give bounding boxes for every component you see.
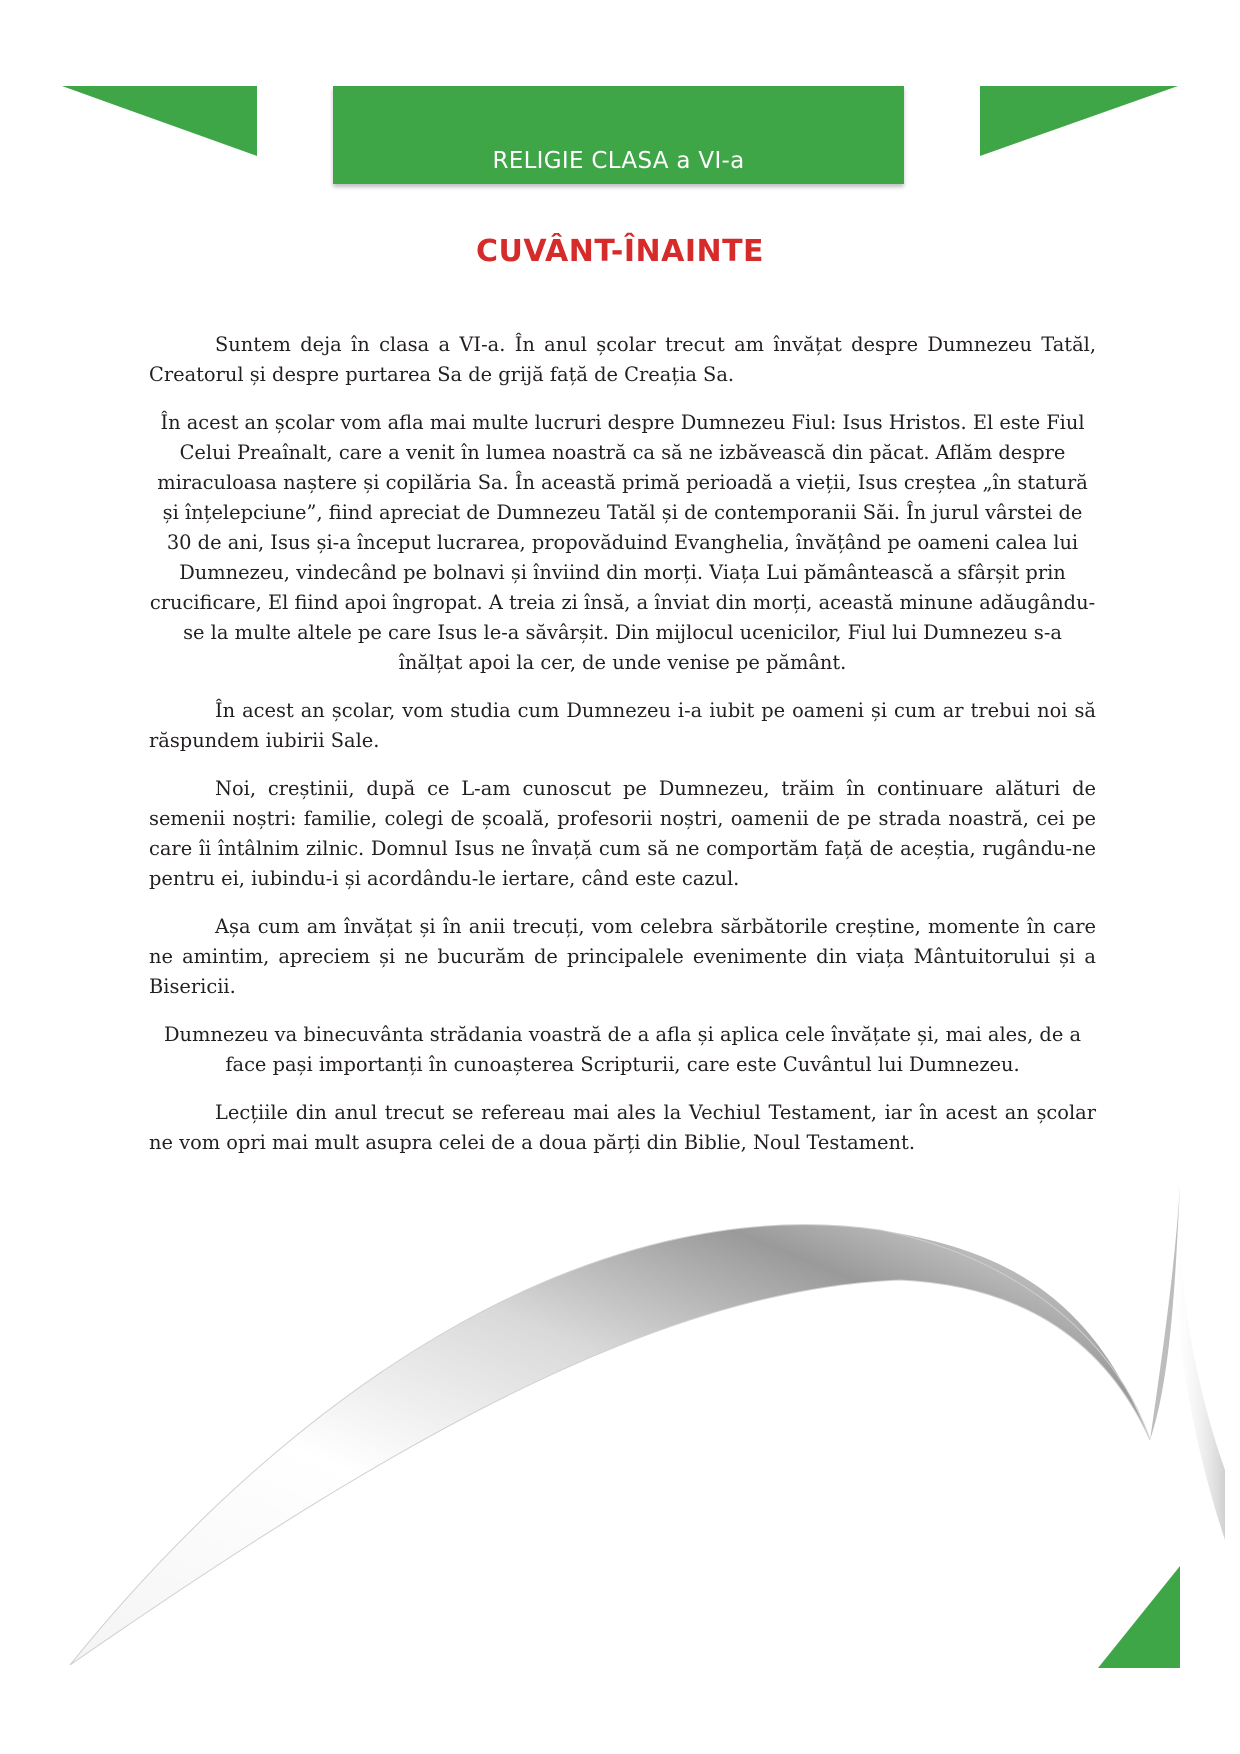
page-number: 9	[1123, 1596, 1137, 1620]
paragraph-5: Așa cum am învățat și în anii trecuți, vom celebra sărbătorile creștine, momente în care ne amintim, apreciem și ne bucurăm de principalele evenimente din viața Mântuitorului și a Bisericii.	[149, 915, 1096, 998]
paragraph-1: Suntem deja în clasa a VI-a. În anul școlar trecut am învățat despre Dumnezeu Tatăl, Creatorul și despre purtarea Sa de grijă față de Creația Sa.	[149, 333, 1096, 386]
paragraph-3: În acest an școlar, vom studia cum Dumnezeu i-a iubit pe oameni și cum ar trebui noi să răspundem iubirii Sale.	[149, 699, 1096, 752]
paragraph-2: În acest an școlar vom afla mai multe lucruri despre Dumnezeu Fiul: Isus Hristos. El este Fiul Celui Preaînalt, care a venit în lumea noastră ca să ne izbăvească din păcat. Aflăm despre miraculoasa naștere și copilăria Sa. În această primă perioadă a vieții, Isus creștea „în statură și înțelepciune”, fiind apreciat de Dumnezeu Tatăl și de contemporanii Săi. În jurul vârstei de 30 de ani, Isus și-a început lucrarea, propovăduind Evanghelia, învățând pe oameni calea lui Dumnezeu, vindecând pe bolnavi și înviind din morți. Viața Lui pământească a sfârșit prin crucificare, El fiind apoi îngropat. A treia zi însă, a înviat din morți, această minune adăugându-se la multe altele pe care Isus le-a săvârșit. Din mijlocul ucenicilor, Fiul lui Dumnezeu s-a înălțat apoi la cer, de unde venise pe pământ.	[149, 411, 1096, 674]
header-title: RELIGIE CLASA a VI-a	[492, 148, 745, 174]
paragraph-4: Noi, creștinii, după ce L-am cunoscut pe Dumnezeu, trăim în continuare alături de semenii noștri: familie, colegi de școală, profesorii noștri, oamenii de pe strada noastră, cei pe care îi întâlnim zilnic. Domnul Isus ne învață cum să ne comportăm față de aceștia, rugându-ne pentru ei, iubindu-i și acordându-le iertare, când este cazul.	[149, 777, 1096, 890]
page-title: CUVÂNT-ÎNAINTE	[475, 234, 765, 269]
paragraph-7: Lecțiile din anul trecut se refereau mai ales la Vechiul Testament, iar în acest an școlar ne vom opri mai mult asupra celei de a doua părți din Biblie, Noul Testament.	[149, 1101, 1096, 1154]
paragraph-6: Dumnezeu va binecuvânta strădania voastră de a afla și aplica cele învățate și, mai ales, de a face pași importanți în cunoașterea Scripturii, care este Cuvântul lui Dumnezeu.	[163, 1023, 1082, 1076]
